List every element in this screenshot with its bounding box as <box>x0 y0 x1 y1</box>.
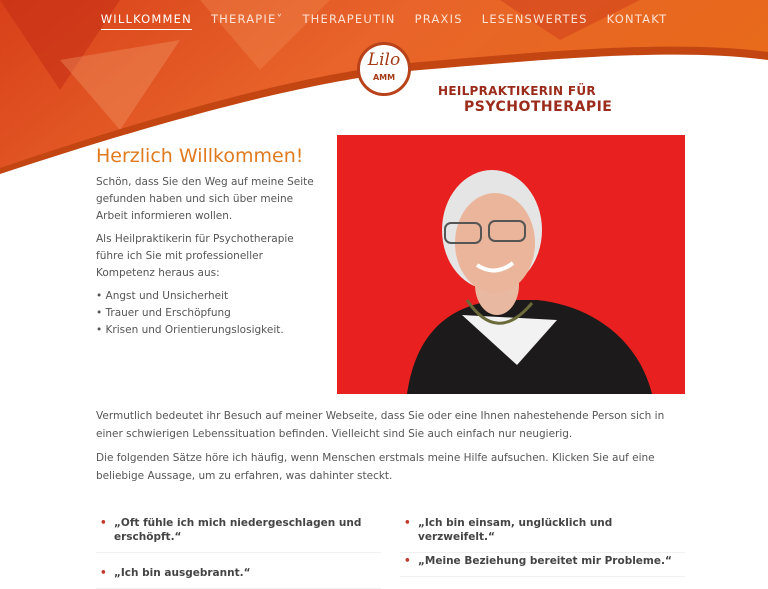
chevron-down-icon: ˅ <box>276 12 284 26</box>
list-item: • Krisen und Orientierungslosigkeit. <box>96 324 284 336</box>
quote-link[interactable]: • „Meine Beziehung bereitet mir Probleme.“ <box>400 554 685 577</box>
nav-therapie[interactable] <box>211 12 283 30</box>
tagline-line1: HEILPRAKTIKERIN FÜR <box>438 84 596 98</box>
nav-praxis[interactable]: PRAXIS <box>414 12 463 26</box>
nav-therapie-label: THERAPIE <box>210 12 277 26</box>
quote-link[interactable]: • „Ich bin einsam, unglücklich und verzweifelt.“ <box>400 516 685 553</box>
logo[interactable] <box>357 42 411 96</box>
quote-link[interactable]: • „Ich bin ausgebrannt.“ <box>96 566 381 589</box>
logo-name: Lilo <box>367 50 401 70</box>
logo-surname: AMM <box>372 73 396 82</box>
intro-text <box>96 174 321 339</box>
main-nav <box>0 12 768 30</box>
intro-paragraph-2: Als Heilpraktikerin für Psychotherapie führe ich Sie mit professioneller Kompetenz heraus aus: <box>96 233 294 279</box>
page-title: Herzlich Willkommen! <box>96 145 304 167</box>
quote-link[interactable]: • „Oft fühle ich mich niedergeschlagen und erschöpft.“ <box>96 516 381 553</box>
list-item: • Angst und Unsicherheit <box>96 290 229 302</box>
body-paragraph-2: Die folgenden Sätze höre ich häufig, wenn Menschen erstmals meine Hilfe aufsuchen. Klicken Sie auf eine beliebige Aussage, um zu erfahren, was dahinter steckt. <box>96 452 655 482</box>
body-paragraph: Vermutlich bedeutet ihr Besuch auf meiner Webseite, dass Sie oder eine Ihnen nahestehende Person sich in einer schwierigen Lebenssituation befinden. Vielleicht sind Sie auch einfach nur neugierig. <box>96 410 665 440</box>
list-item: • Trauer und Erschöpfung <box>96 307 231 319</box>
nav-therapeutin[interactable]: THERAPEUTIN <box>302 12 396 26</box>
tagline-line2: PSYCHOTHERAPIE <box>464 99 613 115</box>
nav-willkommen[interactable]: WILLKOMMEN <box>101 12 192 30</box>
intro-paragraph: Schön, dass Sie den Weg auf meine Seite gefunden haben und sich über meine Arbeit informieren wollen. <box>96 176 314 222</box>
body-text <box>96 407 676 491</box>
nav-lesenswertes[interactable]: LESENSWERTES <box>481 12 588 26</box>
nav-kontakt[interactable]: KONTAKT <box>606 12 668 26</box>
therapist-photo <box>337 135 685 394</box>
